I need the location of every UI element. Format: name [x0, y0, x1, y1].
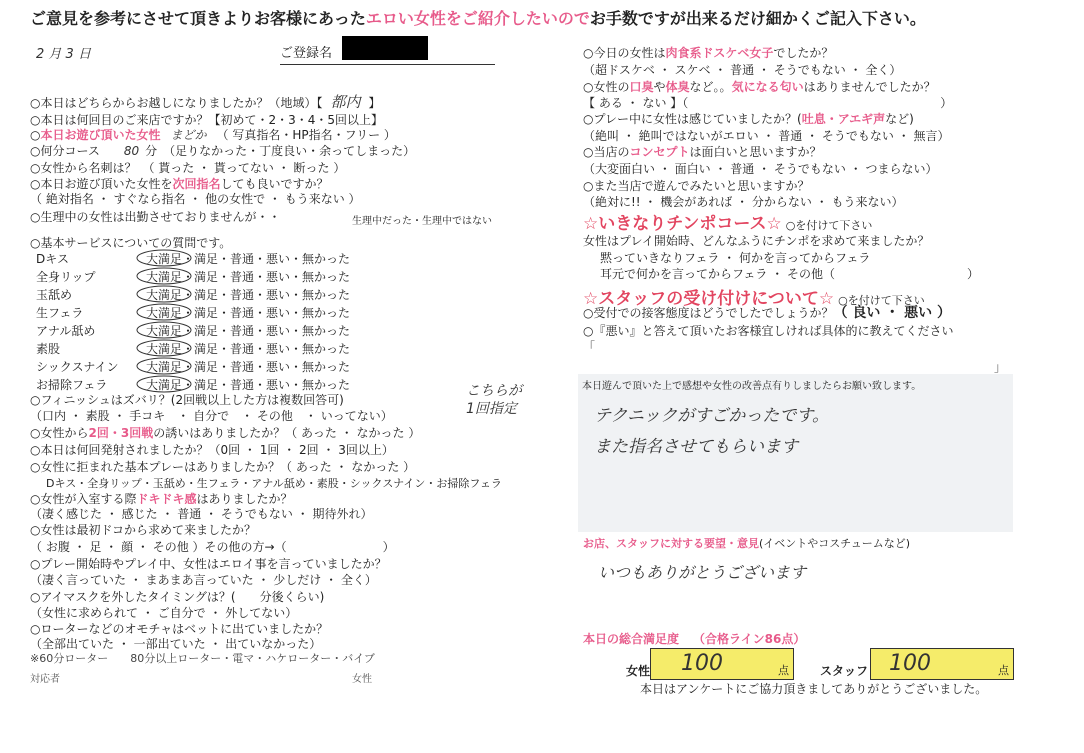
staff-score-label: スタッフ [820, 664, 869, 678]
rotor-note: ※60分ローター 80分以上ローター・電マ・ハケローター・バイブ [30, 652, 375, 665]
basic-title: ○基本サービスについての質問です。 [30, 236, 232, 250]
q-again: ○また当店で遊んでみたいと思いますか？ [583, 179, 810, 193]
q-ero-opts: （凄く言っていた ・ まあまあ言っていた ・ 少しだけ ・ 全く） [30, 573, 377, 587]
q-shots: ○本日は何回発射されましたか？（0回 ・ 1回 ・ 2回 ・ 3回以上） [30, 443, 394, 457]
female-label: 女性 [352, 674, 372, 685]
q-area: ○本日はどちらからお越しになりましたか？（地域）【 都内 】 [30, 93, 381, 111]
service-row: 素股 大満足・満足・普通・悪い・無かった [36, 342, 351, 356]
q-refused-list: Dキス・全身リップ・玉舐め・生フェラ・アナル舐め・素股・シックスナイン・お掃除フェラ [46, 477, 502, 490]
q-doki-opts: （凄く感じた ・ 感じた ・ 普通 ・ そうでもない ・ 期待外れ） [30, 507, 373, 521]
service-row: Dキス 大満足・満足・普通・悪い・無かった [36, 252, 351, 266]
q-mask: ○アイマスクを外したタイミングは？( 分後くらい) [30, 590, 325, 604]
female-score-value: 100 [681, 651, 723, 676]
q-play: 女性はプレイ開始時、どんなふうにチンポを求めて来ましたか？ [583, 234, 930, 248]
service-row: お掃除フェラ 大満足・満足・普通・悪い・無かった [36, 378, 351, 392]
q-course: ○何分コース 80 分 （足りなかった・丁度良い・余ってしまった） [30, 144, 416, 158]
date-handwritten: 2 月 3 日 [36, 47, 91, 62]
request-label: お店、スタッフに対する要望・意見(イベントやコスチュームなど) [583, 537, 911, 550]
female-score-unit: 点 [778, 664, 789, 677]
impression-label: 本日遊んで頂いた上で感想や女性の改善点有りしましたらお願い致します。 [582, 381, 922, 392]
score-title: 本日の総合満足度 （合格ライン86点） [583, 632, 806, 646]
q-odor-opts: 【 ある ・ ない 】（ ） [583, 96, 953, 110]
section-staff: ☆スタッフの受け付けについて☆ ○を付けて下さい [583, 289, 925, 309]
q-renom-opts: （ 絶対指名 ・ すぐなら指名 ・ 他の女性で ・ もう来ない ） [30, 192, 361, 206]
q-again-opts: （絶対に!! ・ 機会があれば ・ 分からない ・ もう来ない） [583, 195, 904, 209]
staff-score-value: 100 [889, 651, 931, 676]
q-card: ○女性から名刺は？ （ 貰った ・ 貰ってない ・ 断った ） [30, 161, 346, 175]
q-concept-opts: （大変面白い ・ 面白い ・ 普通 ・ そうでもない ・ つまらない） [583, 162, 938, 176]
q-round: ○女性から2回・3回戦の誘いはありましたか？（ あった ・ なかった ） [30, 426, 421, 440]
q-play-opt1: 黙っていきなりフェラ ・ 何かを言ってからフェラ [600, 251, 871, 265]
service-row: 生フェラ 大満足・満足・普通・悪い・無かった [36, 306, 351, 320]
header-text-2: お手数ですが出来るだけ細かくご記入下さい。 [589, 9, 926, 28]
header [30, 6, 926, 29]
q-rotor-opts: （全部出ていた ・ 一部出ていた ・ 出ていなかった） [30, 637, 322, 651]
service-row: 全身リップ 大満足・満足・普通・悪い・無かった [36, 270, 351, 284]
q-today-opts: （超ドスケベ ・ スケベ ・ 普通 ・ そうでもない ・ 全く） [583, 63, 902, 77]
staff-score-box [870, 648, 1014, 680]
q-period: ○生理中の女性は出勤させておりませんが・・ [30, 210, 281, 224]
q-doki: ○女性が入室する際ドキドキ感はありましたか？ [30, 492, 293, 506]
q-where-opts: （ お腹 ・ 足 ・ 顔 ・ その他 ）その他の方→（ ） [30, 540, 395, 554]
request-handwritten: いつもありがとうございます [598, 563, 807, 582]
q-mask-opts: （女性に求められて ・ ご自分で ・ 外してない） [30, 606, 298, 620]
thanks-text: 本日はアンケートにご協力頂きましてありがとうございました。 [640, 682, 988, 696]
service-row: 玉舐め 大満足・満足・普通・悪い・無かった [36, 288, 351, 302]
q-feel: ○プレー中に女性は感じていましたか？(吐息・アエギ声など) [583, 112, 914, 126]
q-concept: ○当店のコンセプトは面白いと思いますか？ [583, 145, 822, 159]
redacted-name [342, 36, 428, 60]
q-rotor: ○ローターなどのオモチャはベットに出ていましたか？ [30, 622, 329, 636]
q-finish-opts: （口内 ・ 素股 ・ 手コキ ・ 自分で ・ その他 ・ いってない） [30, 409, 393, 423]
registration-label: ご登録名 [280, 46, 333, 61]
service-row: アナル舐め 大満足・満足・普通・悪い・無かった [36, 324, 351, 338]
handwritten-circles [130, 248, 200, 398]
q-where: ○女性は最初ドコから求めて来ましたか？ [30, 523, 257, 537]
bracket-open: 「 [583, 340, 596, 354]
impression-line-1: テクニックがすごかったです。 [594, 406, 829, 426]
header-text-highlight: エロい女性をご紹介したいので [365, 9, 590, 28]
finish-handnote: こちらが 1回指定 [466, 383, 522, 417]
q-girl: ○本日お遊び頂いた女性 まどか （ 写真指名・HP指名・フリー ） [30, 128, 396, 142]
section-ikinari: ☆いきなりチンポコース☆ ○を付けて下さい [583, 214, 873, 234]
q-today: ○今日の女性は肉食系ドスケベ女子でしたか？ [583, 46, 834, 60]
q-visits: ○本日は何回目のご来店ですか？【初めて・2・3・4・5回以上】 [30, 113, 384, 127]
service-row: シックスナイン 大満足・満足・普通・悪い・無かった [36, 360, 351, 374]
q-staff: ○受付での接客態度はどうでしたでしょうか？（ 良い ・ 悪い ） [583, 305, 951, 321]
q-play-opt2: 耳元で何かを言ってからフェラ ・ その他（ ） [600, 267, 980, 281]
impression-line-2: また指名させてもらいます [594, 437, 798, 457]
female-score-label: 女性 [626, 664, 651, 678]
female-score-box [650, 648, 794, 680]
q-feel-opts: （絶叫 ・ 絶叫ではないがエロい ・ 普通 ・ そうでもない ・ 無言） [583, 129, 950, 143]
q-ero: ○プレー開始時やプレイ中、女性はエロイ事を言っていましたか？ [30, 557, 387, 571]
impression-box [578, 374, 1013, 532]
bracket-close: 」 [994, 360, 1007, 374]
q-odor: ○女性の口臭や体臭など。。気になる匂いはありませんでしたか？ [583, 80, 936, 94]
header-text-1: ご意見を参考にさせて頂きよりお客様にあった [30, 9, 366, 28]
q-period-opts: 生理中だった・生理中ではない [352, 216, 492, 227]
q-renom: ○本日お遊び頂いた女性を次回指名しても良いですか？ [30, 177, 329, 191]
q-bad: ○『悪い』と答えて頂いたお客様宜しければ具体的に教えてください [583, 324, 954, 338]
staff-score-unit: 点 [998, 664, 1009, 677]
q-refused: ○女性に拒まれた基本プレーはありましたか？（ あった ・ なかった ） [30, 460, 416, 474]
q-finish: ○フィニッシュはズバリ？(2回戦以上した方は複数回答可) [30, 393, 344, 407]
staff-label: 対応者 [30, 674, 60, 685]
